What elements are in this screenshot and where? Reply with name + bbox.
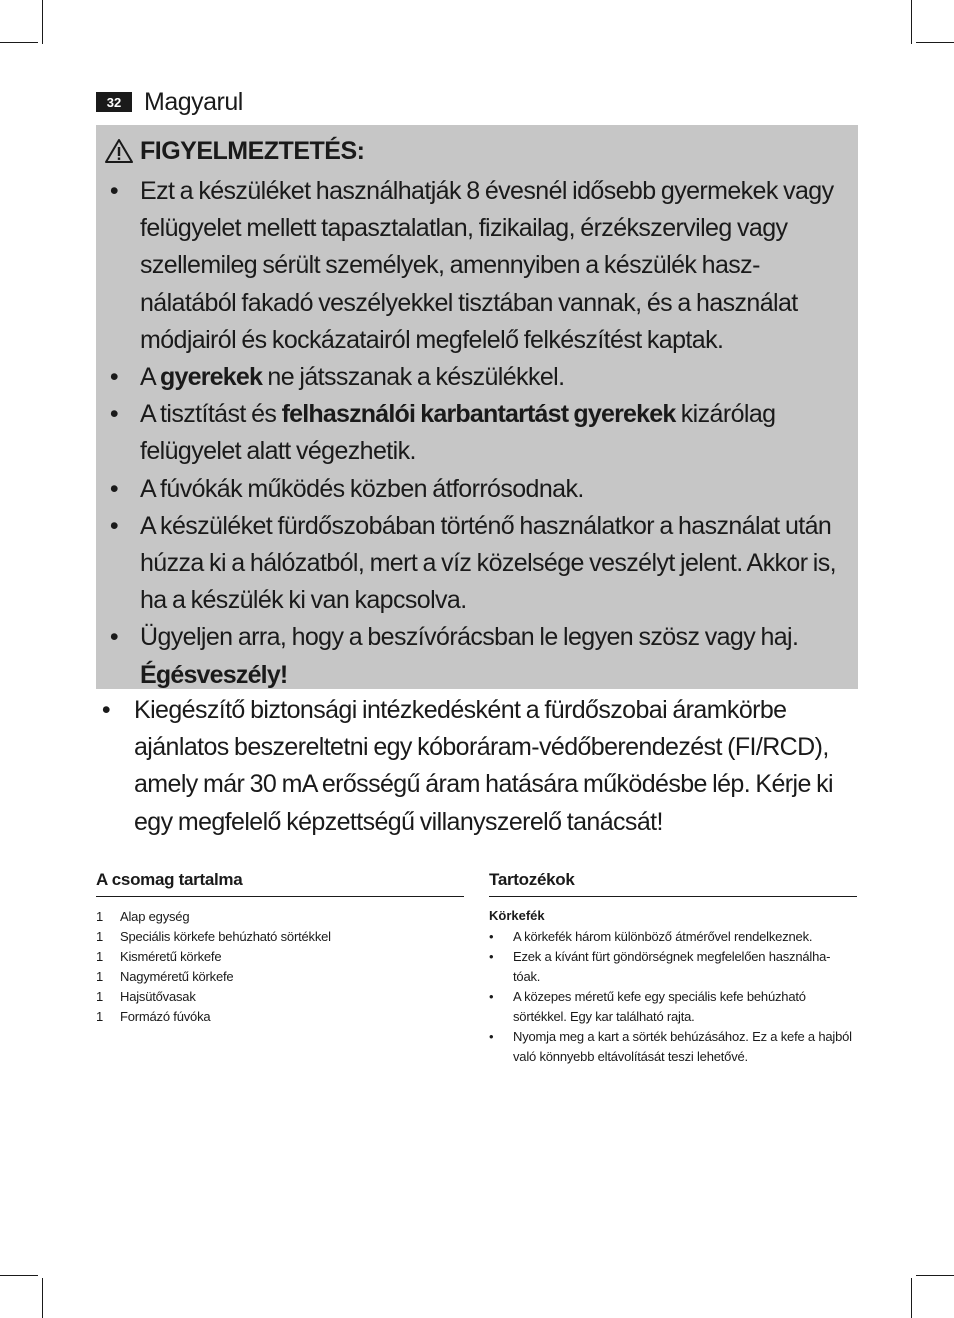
page-header <box>96 88 243 116</box>
item-quantity: 1 <box>96 949 104 964</box>
item-quantity: 1 <box>96 969 104 984</box>
item-emphasis: felhasználói karbantartást gyerekek <box>281 400 676 429</box>
bullet: • <box>101 696 111 724</box>
package-title: A csomag tartalma <box>96 870 464 897</box>
item-text: Nyomja meg a kart a sörték behúzásához. Ez a kefe a hajból való könnyebb eltávolítását teszi lehetővé. <box>513 1029 852 1064</box>
accessories-subtitle: Körkefék <box>489 908 545 923</box>
item-text: A <box>140 363 161 392</box>
list-item <box>104 396 850 470</box>
item-name: Formázó fúvóka <box>120 1009 211 1024</box>
item-text: A közepes méretű kefe egy speciális kefe behúzható sörtékkel. Egy kar található rajta. <box>513 989 806 1024</box>
bullet: • <box>489 989 494 1004</box>
item-quantity: 1 <box>96 1009 104 1024</box>
item-text: Ügyeljen arra, hogy a beszívórácsban le legyen szösz vagy haj. <box>140 623 799 652</box>
bullet: • <box>109 400 119 429</box>
list-item <box>489 1027 857 1067</box>
package-list <box>96 907 464 1027</box>
item-name: Kisméretű körkefe <box>120 949 222 964</box>
list-item <box>96 927 464 947</box>
item-text: A fúvókák működés közben átforrósodnak. <box>140 474 584 503</box>
bullet: • <box>109 474 119 503</box>
accessories-title: Tartozékok <box>489 870 857 897</box>
language-title: Magyarul <box>144 87 243 116</box>
bullet: • <box>489 949 494 964</box>
list-item <box>104 619 850 693</box>
list-item <box>104 359 850 396</box>
item-name: Speciális körkefe behúzható sörtékkel <box>120 929 331 944</box>
bullet: • <box>109 177 119 205</box>
list-item <box>104 508 850 620</box>
list-item <box>96 947 464 967</box>
crop-mark <box>0 1275 38 1276</box>
list-item <box>96 1007 464 1027</box>
item-quantity: 1 <box>96 989 104 1004</box>
package-contents-section <box>96 870 464 1027</box>
accessories-list <box>489 927 857 1067</box>
crop-mark <box>42 1278 43 1318</box>
list-item <box>489 927 857 947</box>
crop-mark <box>916 1275 954 1276</box>
item-text: kizárólag felügyelet alatt végezhetik. <box>140 400 776 466</box>
warning-box <box>96 125 858 689</box>
item-quantity: 1 <box>96 909 104 924</box>
safety-note <box>96 692 864 841</box>
bullet: • <box>109 363 119 392</box>
list-item <box>104 471 850 508</box>
warning-triangle-icon <box>104 138 134 164</box>
list-item <box>489 947 857 987</box>
crop-mark <box>911 1278 912 1318</box>
crop-mark <box>911 0 912 44</box>
item-text: A körkefék három különböző átmérővel rendelkeznek. <box>513 929 813 944</box>
crop-mark <box>916 42 954 43</box>
bullet: • <box>489 1029 494 1044</box>
item-text: Kiegészítő biztonsági intézkedésként a fürdőszobai áramkörbe ajánlatos beszereltetni egy kóboráram-védőberendezést (FI/RCD), amely már 30 mA erősségű áram hatására működésbe lép. Kérje ki egy megfelelő képzettségű villanyszerelő tanácsát! <box>134 696 833 836</box>
item-text: ne játsszanak a készülékkel. <box>262 363 565 392</box>
item-emphasis: gyerekek <box>160 363 263 392</box>
list-item <box>96 967 464 987</box>
crop-mark <box>42 0 43 44</box>
item-quantity: 1 <box>96 929 104 944</box>
list-item <box>96 987 464 1007</box>
crop-mark <box>0 42 38 43</box>
bullet: • <box>109 623 119 652</box>
accessories-section <box>489 870 857 1067</box>
item-text: A tisztítást és <box>140 400 282 429</box>
warning-title: FIGYELMEZTETÉS: <box>140 136 365 165</box>
item-emphasis: Égésveszély! <box>140 660 288 689</box>
page-number: 32 <box>96 92 132 112</box>
item-text: Ezt a készüléket használhatják 8 évesnél idősebb gyermekek vagy felügyelet mellett tapasztalatlan, fizikailag, érzékszervileg vagy szellemileg sérült személyek, amennyiben a készülék hasz- nálatából fakadó veszélyekkel tisztában vannak, és a használat módjairól és kockázatairól megfelelő felkészítést kaptak. <box>140 177 834 354</box>
item-name: Nagyméretű körkefe <box>120 969 234 984</box>
list-item <box>96 907 464 927</box>
warning-heading <box>104 129 850 173</box>
item-text: A készüléket fürdőszobában történő használatkor a használat után húzza ki a hálózatból, mert a víz közelsége veszélyt jelent. Akkor is, ha a készülék ki van kapcsolva. <box>140 511 836 615</box>
warning-list <box>104 173 850 694</box>
list-item <box>96 692 864 841</box>
item-name: Alap egység <box>120 909 190 924</box>
bullet: • <box>109 511 119 540</box>
list-item <box>104 173 850 359</box>
item-name: Hajsütővasak <box>120 989 196 1004</box>
list-item <box>489 987 857 1027</box>
bullet: • <box>489 929 494 944</box>
item-text: Ezek a kívánt fürt göndörségnek megfelelően használha- tóak. <box>513 949 831 984</box>
